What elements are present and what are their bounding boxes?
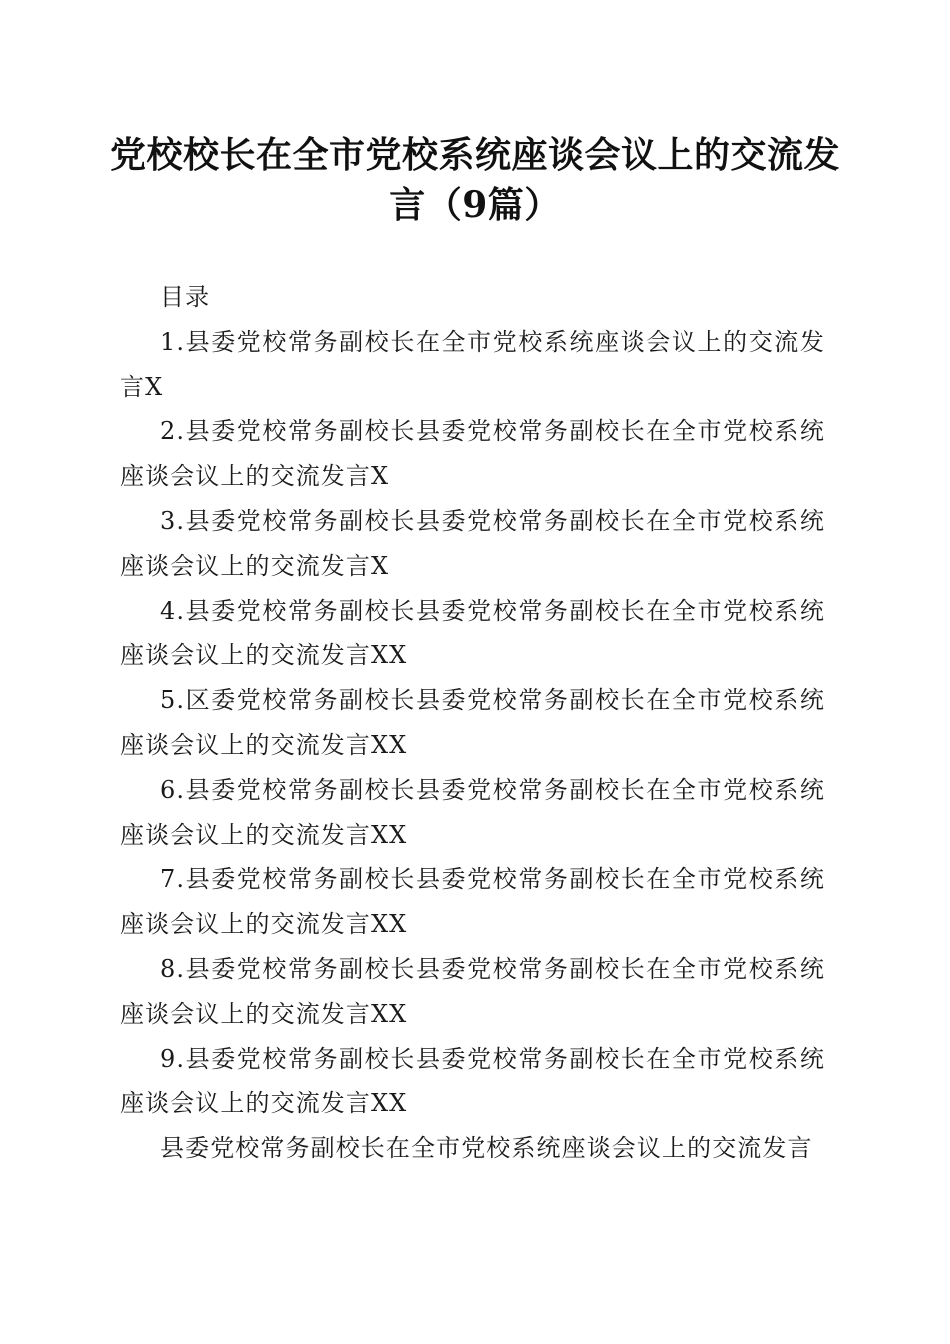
- toc-item-3[interactable]: 3.县委党校常务副校长县委党校常务副校长在全市党校系统座谈会议上的交流发言X: [120, 506, 825, 580]
- toc-item-4[interactable]: 4.县委党校常务副校长县委党校常务副校长在全市党校系统座谈会议上的交流发言XX: [120, 596, 825, 670]
- toc-item-6[interactable]: 6.县委党校常务副校长县委党校常务副校长在全市党校系统座谈会议上的交流发言XX: [120, 775, 825, 849]
- toc-item-8[interactable]: 8.县委党校常务副校长县委党校常务副校长在全市党校系统座谈会议上的交流发言XX: [120, 954, 825, 1028]
- section-heading: 县委党校常务副校长在全市党校系统座谈会议上的交流发言: [160, 1134, 813, 1163]
- document-body: [120, 275, 825, 1171]
- toc-heading: 目录: [160, 283, 211, 311]
- document-title: 党校校长在全市党校系统座谈会议上的交流发言（9篇）: [110, 134, 841, 226]
- toc-item-2[interactable]: 2.县委党校常务副校长县委党校常务副校长在全市党校系统座谈会议上的交流发言X: [120, 417, 825, 491]
- toc-item-7[interactable]: 7.县委党校常务副校长县委党校常务副校长在全市党校系统座谈会议上的交流发言XX: [120, 865, 825, 939]
- toc-item-9[interactable]: 9.县委党校常务副校长县委党校常务副校长在全市党校系统座谈会议上的交流发言XX: [120, 1044, 825, 1118]
- toc-item-1[interactable]: 1.县委党校常务副校长在全市党校系统座谈会议上的交流发言X: [120, 327, 825, 401]
- toc-item-5[interactable]: 5.区委党校常务副校长县委党校常务副校长在全市党校系统座谈会议上的交流发言XX: [120, 686, 825, 759]
